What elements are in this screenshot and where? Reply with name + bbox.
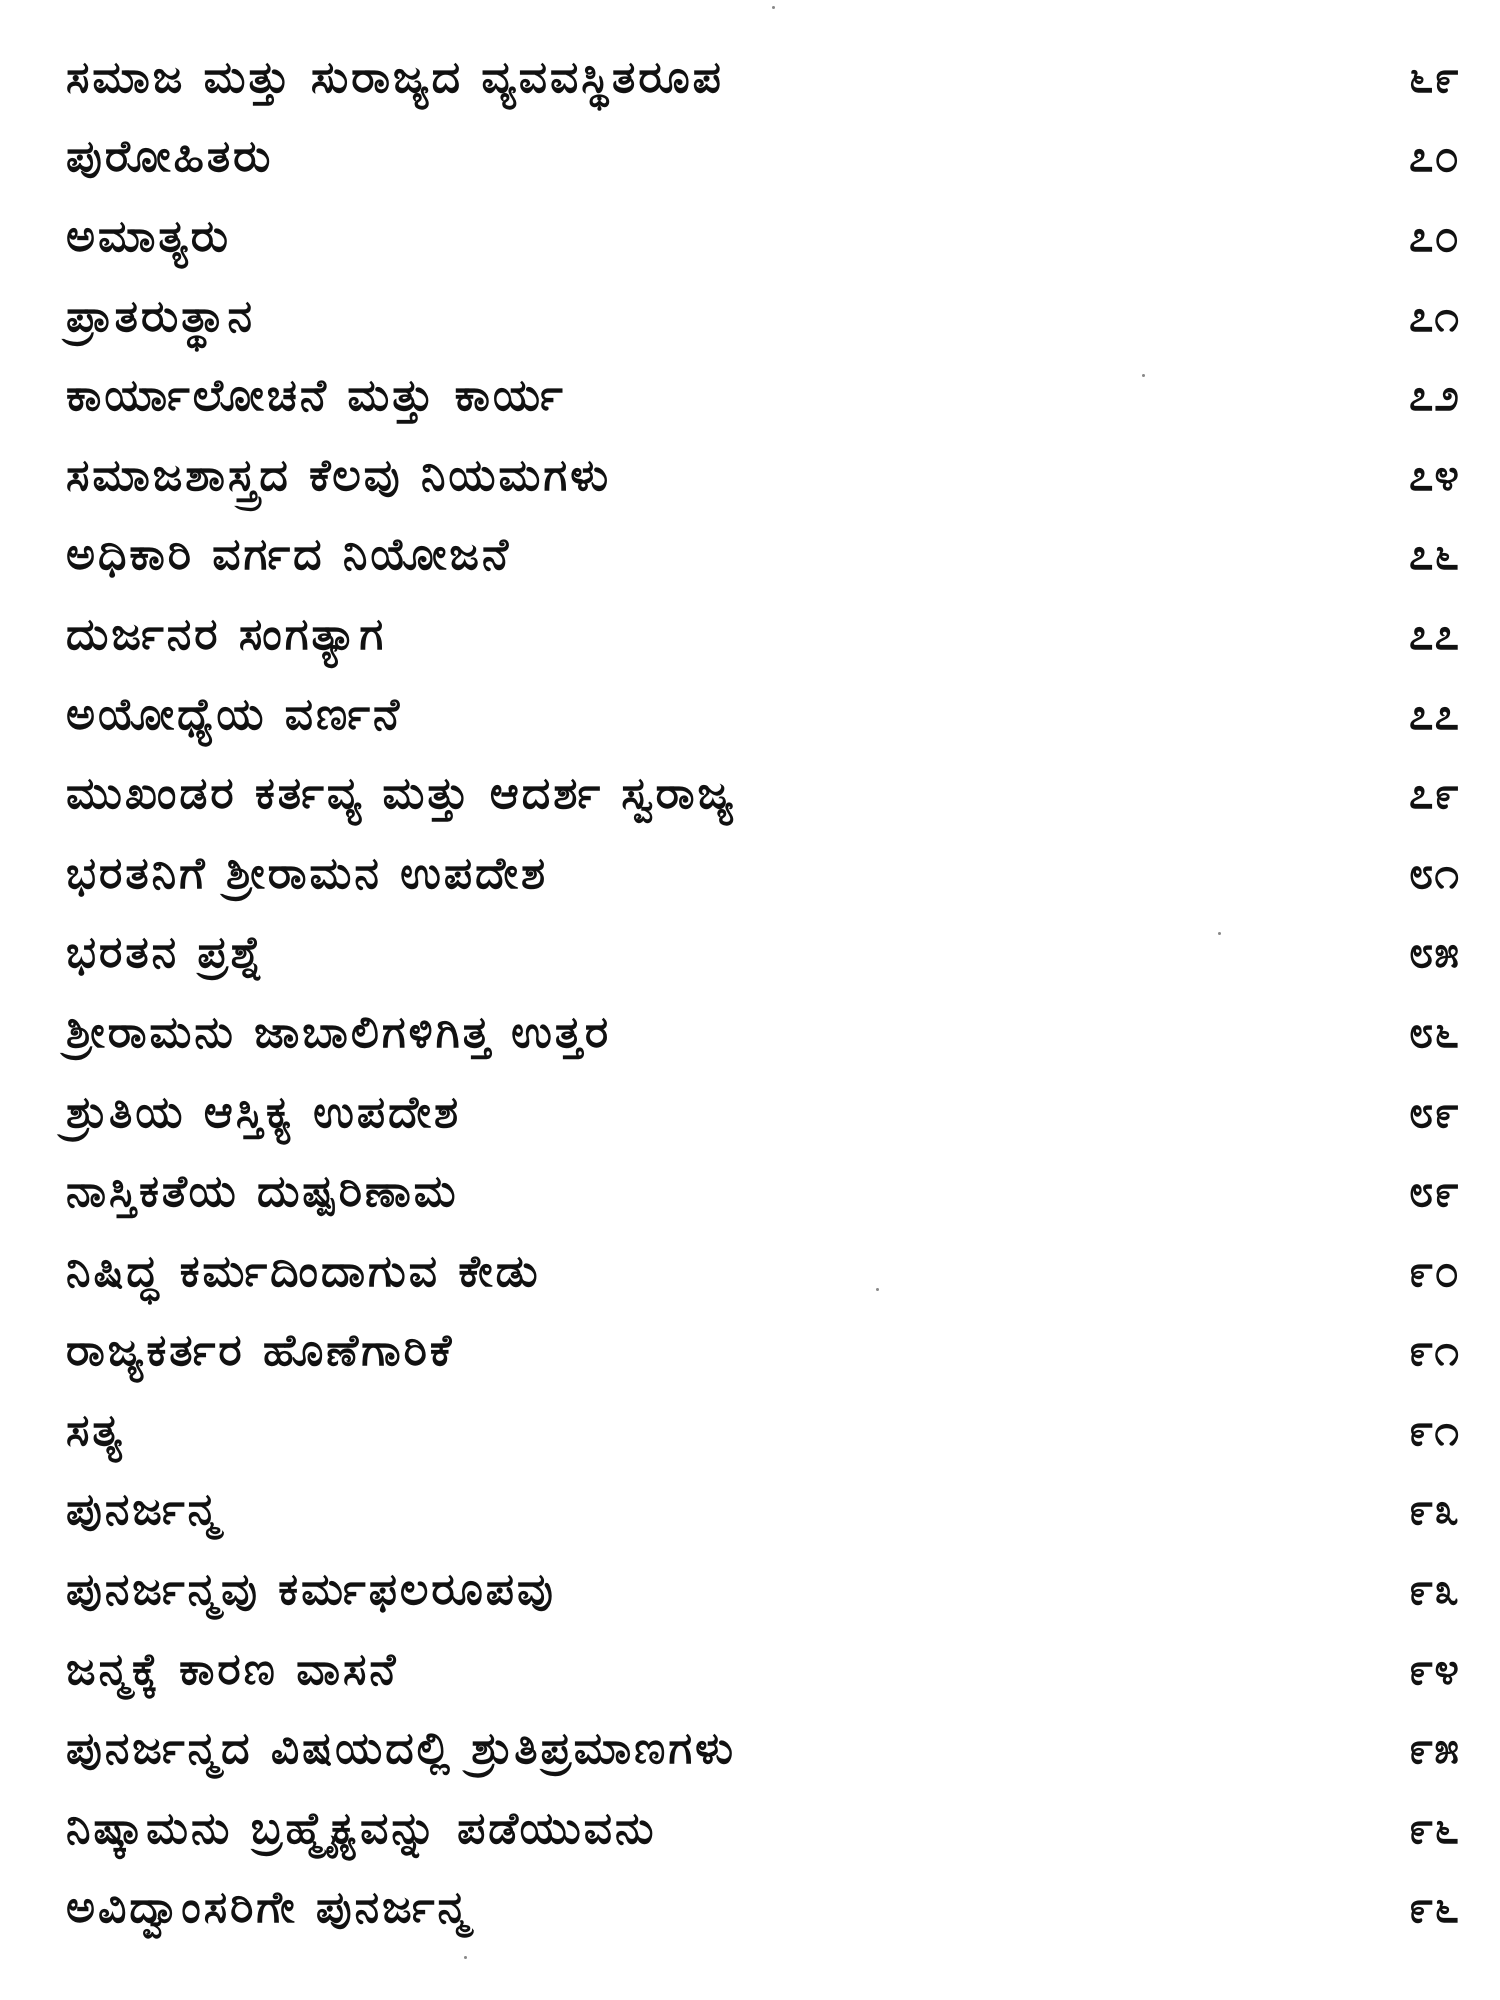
toc-entry	[66, 914, 1460, 994]
toc-entry	[66, 754, 1460, 834]
toc-entry-page: ೯೬	[1408, 1802, 1460, 1854]
toc-entry-title: ಅಯೋಧ್ಯೆಯ ವರ್ಣನೆ	[66, 688, 403, 740]
toc-entry	[66, 1630, 1460, 1710]
toc-entry	[66, 356, 1460, 436]
toc-entry	[66, 1709, 1460, 1789]
toc-entry	[66, 118, 1460, 198]
toc-entry-page: ೮೧	[1408, 847, 1460, 899]
scan-speck	[1142, 374, 1145, 377]
toc-entry-page: ೯೧	[1408, 1325, 1460, 1377]
toc-entry-title: ಪುನರ್ಜನ್ಮ	[66, 1484, 222, 1536]
scan-speck	[464, 1956, 467, 1959]
toc-entry	[66, 834, 1460, 914]
toc-entry-title: ನಿಷ್ಕಾಮನು ಬ್ರಹ್ಮೈಕ್ಯವನ್ನು ಪಡೆಯುವನು	[66, 1802, 657, 1854]
toc-entry-page: ೯೧	[1408, 1404, 1460, 1456]
toc-entry	[66, 516, 1460, 596]
toc-entry-title: ಅವಿದ್ವಾಂಸರಿಗೇ ಪುನರ್ಜನ್ಮ	[66, 1882, 471, 1934]
toc-entry	[66, 675, 1460, 755]
toc-entry-title: ಸಮಾಜ ಮತ್ತು ಸುರಾಜ್ಯದ ವ್ಯವವಸ್ಥಿತರೂಪ	[66, 51, 724, 103]
toc-entry-title: ಅಧಿಕಾರಿ ವರ್ಗದ ನಿಯೋಜನೆ	[66, 529, 512, 581]
toc-entry-page: ೭೦	[1408, 210, 1460, 262]
toc-entry-title: ಪುನರ್ಜನ್ಮವು ಕರ್ಮಫಲರೂಪವು	[66, 1564, 556, 1616]
toc-entry	[66, 197, 1460, 277]
toc-entry-page: ೯೩	[1408, 1564, 1460, 1616]
toc-entry	[66, 1152, 1460, 1232]
toc-entry-page: ೬೯	[1408, 51, 1460, 103]
toc-entry	[66, 1312, 1460, 1392]
toc-entry-title: ರಾಜ್ಯಕರ್ತರ ಹೊಣೆಗಾರಿಕೆ	[66, 1325, 455, 1377]
toc-entry	[66, 595, 1460, 675]
toc-entry-title: ಶ್ರುತಿಯ ಆಸ್ತಿಕ್ಯ ಉಪದೇಶ	[66, 1086, 462, 1138]
toc-entry-title: ಭರತನಿಗೆ ಶ್ರೀರಾಮನ ಉಪದೇಶ	[66, 847, 549, 899]
toc-entry-page: ೯೦	[1408, 1245, 1460, 1297]
toc-entry-page: ೭೧	[1408, 290, 1460, 342]
toc-entry-page: ೭೭	[1408, 688, 1460, 740]
toc-entry-title: ಅಮಾತ್ಯರು	[66, 210, 232, 262]
toc-entry-page: ೮೯	[1408, 1166, 1460, 1218]
toc-entry-page: ೯೫	[1408, 1723, 1460, 1775]
toc-entry-page: ೮೯	[1408, 1086, 1460, 1138]
toc-entry-page: ೭೨	[1408, 370, 1460, 422]
toc-entry	[66, 38, 1460, 118]
toc-entry	[66, 1869, 1460, 1949]
toc-entry-title: ಪುರೋಹಿತರು	[66, 131, 274, 183]
toc-entry	[66, 277, 1460, 357]
scan-speck	[1218, 932, 1221, 935]
toc-entry-page: ೭೬	[1408, 529, 1460, 581]
toc-entry-page: ೭೦	[1408, 131, 1460, 183]
toc-entry-page: ೮೫	[1408, 927, 1460, 979]
toc-entry-title: ಸಮಾಜಶಾಸ್ತ್ರದ ಕೆಲವು ನಿಯಮಗಳು	[66, 449, 612, 501]
toc-entry	[66, 1789, 1460, 1869]
toc-entry-title: ದುರ್ಜನರ ಸಂಗತ್ಯಾಗ	[66, 608, 387, 660]
toc-entry	[66, 993, 1460, 1073]
toc-entry-title: ಪುನರ್ಜನ್ಮದ ವಿಷಯದಲ್ಲಿ ಶ್ರುತಿಪ್ರಮಾಣಗಳು	[66, 1723, 737, 1775]
toc-entry-title: ಮುಖಂಡರ ಕರ್ತವ್ಯ ಮತ್ತು ಆದರ್ಶ ಸ್ವರಾಜ್ಯ	[66, 768, 737, 820]
toc-entry-page: ೯೬	[1408, 1882, 1460, 1934]
toc-entry-title: ನಿಷಿದ್ಧ ಕರ್ಮದಿಂದಾಗುವ ಕೇಡು	[66, 1245, 541, 1297]
toc-entry-title: ಶ್ರೀರಾಮನು ಜಾಬಾಲಿಗಳಿಗಿತ್ತ ಉತ್ತರ	[66, 1006, 612, 1058]
toc-entry	[66, 1232, 1460, 1312]
toc-entry	[66, 1471, 1460, 1551]
scan-speck	[772, 6, 775, 9]
scan-speck	[876, 1288, 879, 1291]
toc-entry-title: ಕಾರ್ಯಾಲೋಚನೆ ಮತ್ತು ಕಾರ್ಯ	[66, 370, 566, 422]
toc-entry-title: ಜನ್ಮಕ್ಕೆ ಕಾರಣ ವಾಸನೆ	[66, 1643, 399, 1695]
toc-entry-title: ನಾಸ್ತಿಕತೆಯ ದುಷ್ಪರಿಣಾಮ	[66, 1166, 459, 1218]
toc-entry	[66, 1073, 1460, 1153]
toc-entry	[66, 1391, 1460, 1471]
toc-entry-page: ೭೯	[1408, 768, 1460, 820]
toc-entry	[66, 1550, 1460, 1630]
toc-entry	[66, 436, 1460, 516]
toc-entry-page: ೭೪	[1408, 449, 1460, 501]
toc-entry-page: ೯೩	[1408, 1484, 1460, 1536]
toc-entry-title: ಸತ್ಯ	[66, 1404, 125, 1456]
toc-entry-title: ಭರತನ ಪ್ರಶ್ನೆ	[66, 927, 266, 979]
toc-entry-page: ೮೬	[1408, 1006, 1460, 1058]
table-of-contents	[66, 38, 1460, 1948]
toc-entry-title: ಪ್ರಾತರುತ್ಥಾನ	[66, 290, 256, 342]
toc-entry-page: ೯೪	[1408, 1643, 1460, 1695]
toc-entry-page: ೭೭	[1408, 608, 1460, 660]
